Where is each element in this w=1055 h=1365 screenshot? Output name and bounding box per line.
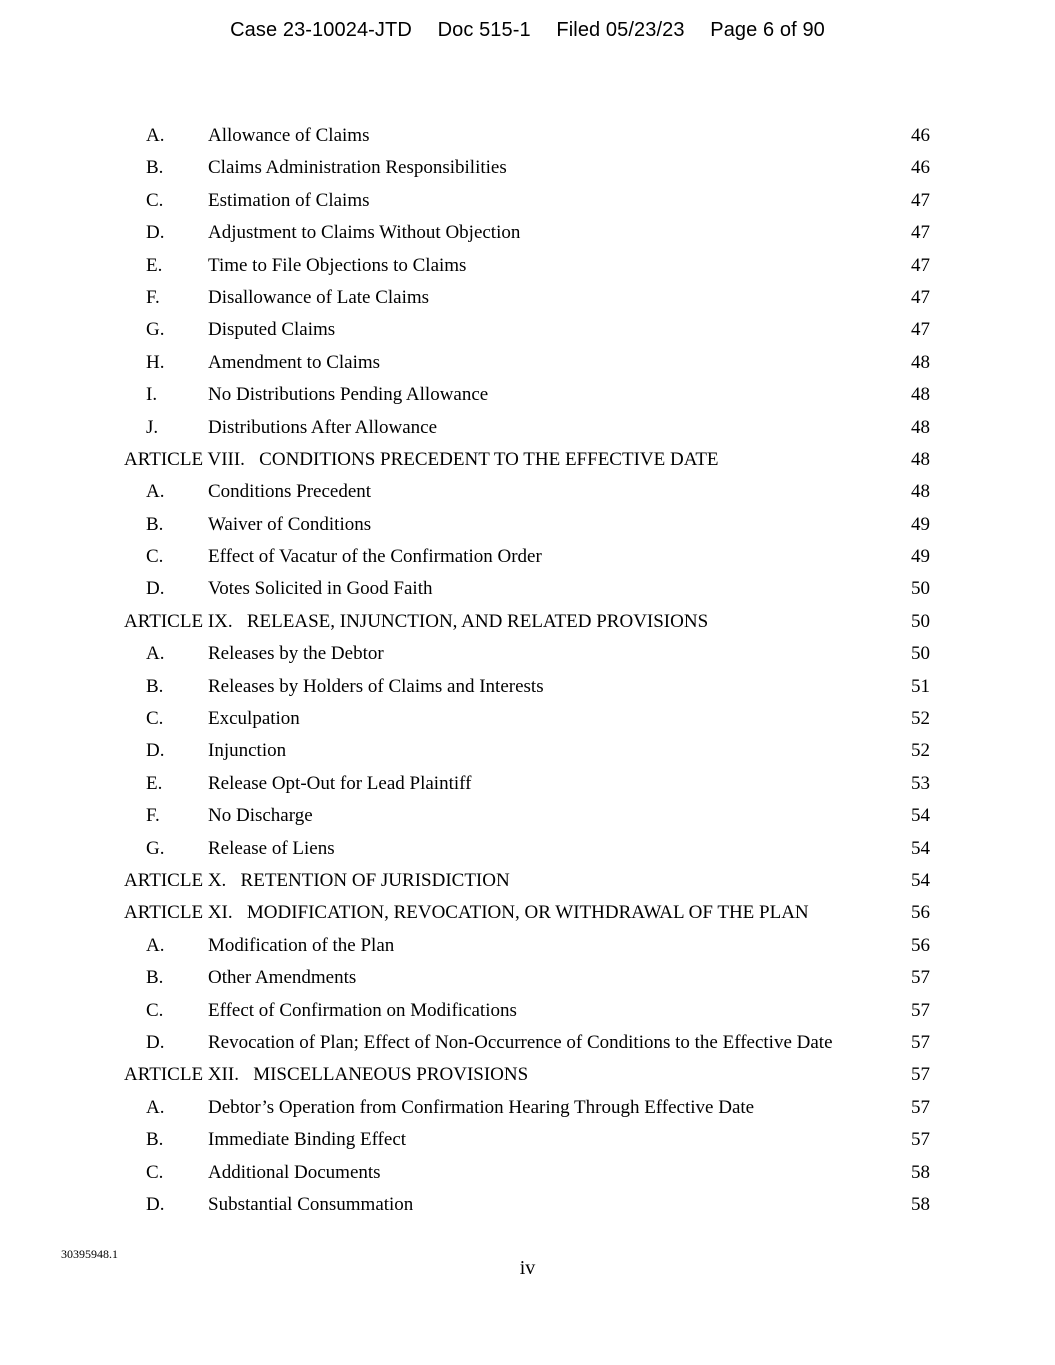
toc-page-number: 47 xyxy=(911,222,930,244)
toc-page-number: 47 xyxy=(911,189,930,211)
page-count: Page 6 of 90 xyxy=(710,19,825,41)
toc-section-entry[interactable] xyxy=(124,671,930,703)
toc-entry-title: No Discharge xyxy=(208,805,313,827)
toc-entry-title: Revocation of Plan; Effect of Non-Occurrence of Conditions to the Effective Date xyxy=(208,1031,833,1053)
toc-page-number: 50 xyxy=(911,643,930,665)
toc-section-letter: C. xyxy=(146,708,164,730)
toc-article-entry[interactable] xyxy=(124,444,930,476)
toc-section-letter: C. xyxy=(146,189,164,211)
toc-page-number: 57 xyxy=(911,1096,930,1118)
toc-entry-title: ARTICLE XI. MODIFICATION, REVOCATION, OR WITHDRAWAL OF THE PLAN xyxy=(124,902,809,924)
toc-section-letter: C. xyxy=(146,999,164,1021)
toc-section-entry[interactable] xyxy=(124,509,930,541)
toc-page-number: 48 xyxy=(911,416,930,438)
toc-page-number: 57 xyxy=(911,999,930,1021)
toc-section-letter: F. xyxy=(146,286,160,308)
toc-page-number: 54 xyxy=(911,869,930,891)
toc-entry-title: Disallowance of Late Claims xyxy=(208,286,430,308)
toc-page-number: 53 xyxy=(911,772,930,794)
toc-page-number: 48 xyxy=(911,448,930,470)
toc-section-entry[interactable] xyxy=(124,1027,930,1059)
toc-section-entry[interactable] xyxy=(124,735,930,767)
toc-section-entry[interactable] xyxy=(124,120,930,152)
toc-entry-title: Release of Liens xyxy=(208,837,335,859)
toc-page-number: 47 xyxy=(911,286,930,308)
toc-entry-title: No Distributions Pending Allowance xyxy=(208,384,489,406)
toc-section-entry[interactable] xyxy=(124,152,930,184)
toc-article-entry[interactable] xyxy=(124,606,930,638)
toc-page-number: 46 xyxy=(911,125,930,146)
toc-section-letter: A. xyxy=(146,125,165,146)
toc-entry-title: Injunction xyxy=(208,740,287,762)
toc-section-entry[interactable] xyxy=(124,476,930,508)
toc-section-letter: E. xyxy=(146,772,163,794)
toc-section-letter: C. xyxy=(146,1161,164,1183)
toc-section-entry[interactable] xyxy=(124,995,930,1027)
toc-entry-title: ARTICLE X. RETENTION OF JURISDICTION xyxy=(124,869,510,891)
toc-section-letter: D. xyxy=(146,740,165,762)
toc-entry-title: Additional Documents xyxy=(208,1161,381,1183)
toc-section-entry[interactable] xyxy=(124,703,930,735)
toc-entry-title: Immediate Binding Effect xyxy=(208,1129,407,1151)
toc-page-number: 47 xyxy=(911,319,930,341)
toc-section-letter: D. xyxy=(146,1193,165,1215)
toc-article-entry[interactable] xyxy=(124,865,930,897)
toc-page-number: 58 xyxy=(911,1193,930,1215)
toc-page-number: 57 xyxy=(911,967,930,989)
filed-date: Filed 05/23/23 xyxy=(556,19,685,41)
toc-entry-title: Adjustment to Claims Without Objection xyxy=(208,222,521,244)
toc-section-entry[interactable] xyxy=(124,347,930,379)
toc-entry-title: ARTICLE IX. RELEASE, INJUNCTION, AND RELATED PROVISIONS xyxy=(124,610,709,632)
toc-section-letter: I. xyxy=(146,384,158,406)
toc-section-letter: D. xyxy=(146,1031,165,1053)
toc-page-number: 58 xyxy=(911,1161,930,1183)
toc-page-number: 48 xyxy=(911,384,930,406)
toc-entry-title: Effect of Confirmation on Modifications xyxy=(208,999,517,1021)
toc-section-letter: A. xyxy=(146,643,165,665)
toc-entry-title: Releases by Holders of Claims and Interests xyxy=(208,675,544,697)
toc-page-number: 56 xyxy=(911,902,930,924)
toc-section-letter: E. xyxy=(146,254,163,276)
toc-entry-title: Modification of the Plan xyxy=(208,934,395,956)
toc-section-entry[interactable] xyxy=(124,185,930,217)
toc-section-entry[interactable] xyxy=(124,250,930,282)
toc-entry-title: Estimation of Claims xyxy=(208,189,370,211)
toc-section-entry[interactable] xyxy=(124,962,930,994)
toc-section-letter: B. xyxy=(146,675,164,697)
toc-section-letter: C. xyxy=(146,546,164,568)
toc-entry-title: Votes Solicited in Good Faith xyxy=(208,578,433,600)
toc-page-number: 54 xyxy=(911,805,930,827)
toc-entry-title: Allowance of Claims xyxy=(208,125,370,146)
toc-section-entry[interactable] xyxy=(124,833,930,865)
toc-section-letter: G. xyxy=(146,319,165,341)
toc-page-number: 46 xyxy=(911,157,930,179)
toc-section-letter: B. xyxy=(146,157,164,179)
court-filing-header xyxy=(0,19,1055,42)
toc-entry-title: ARTICLE VIII. CONDITIONS PRECEDENT TO THE EFFECTIVE DATE xyxy=(124,448,719,470)
toc-page-number: 49 xyxy=(911,546,930,568)
toc-entry-title: Release Opt-Out for Lead Plaintiff xyxy=(208,772,472,794)
toc-page-number: 57 xyxy=(911,1129,930,1151)
toc-entry-title: Other Amendments xyxy=(208,967,357,989)
toc-page-number: 52 xyxy=(911,740,930,762)
toc-section-entry[interactable] xyxy=(124,638,930,670)
toc-section-letter: F. xyxy=(146,805,160,827)
toc-entry-title: Conditions Precedent xyxy=(208,481,372,503)
toc-entry-title: ARTICLE XII. MISCELLANEOUS PROVISIONS xyxy=(124,1064,529,1086)
toc-section-entry[interactable] xyxy=(124,541,930,573)
toc-section-entry[interactable] xyxy=(124,282,930,314)
toc-section-entry[interactable] xyxy=(124,1124,930,1156)
toc-page-number: 47 xyxy=(911,254,930,276)
toc-section-letter: D. xyxy=(146,222,165,244)
toc-page-number: 48 xyxy=(911,351,930,373)
toc-section-entry[interactable] xyxy=(124,768,930,800)
toc-section-letter: D. xyxy=(146,578,165,600)
toc-section-letter: B. xyxy=(146,513,164,535)
toc-page-number: 50 xyxy=(911,610,930,632)
toc-page-number: 48 xyxy=(911,481,930,503)
toc-section-entry[interactable] xyxy=(124,314,930,346)
toc-section-entry[interactable] xyxy=(124,573,930,605)
toc-page-number: 50 xyxy=(911,578,930,600)
toc-section-letter: A. xyxy=(146,481,165,503)
toc-entry-title: Distributions After Allowance xyxy=(208,416,438,438)
toc-entry-title: Disputed Claims xyxy=(208,319,336,341)
toc-entry-title: Amendment to Claims xyxy=(208,351,381,373)
toc-section-entry[interactable] xyxy=(124,1092,930,1124)
toc-section-entry[interactable] xyxy=(124,412,930,444)
toc-section-letter: B. xyxy=(146,1129,164,1151)
toc-page-number: 57 xyxy=(911,1064,930,1086)
toc-section-letter: B. xyxy=(146,967,164,989)
toc-page-number: 57 xyxy=(911,1031,930,1053)
toc-entry-title: Debtor’s Operation from Confirmation Hearing Through Effective Date xyxy=(208,1096,755,1118)
toc-section-entry[interactable] xyxy=(124,217,930,249)
toc-section-letter: G. xyxy=(146,837,165,859)
table-of-contents xyxy=(124,120,930,1221)
toc-section-entry[interactable] xyxy=(124,379,930,411)
case-number: Case 23-10024-JTD xyxy=(230,19,412,41)
toc-entry-title: Claims Administration Responsibilities xyxy=(208,157,507,179)
toc-entry-title: Effect of Vacatur of the Confirmation Order xyxy=(208,546,542,568)
toc-section-letter: A. xyxy=(146,1096,165,1118)
toc-entry-title: Waiver of Conditions xyxy=(208,513,372,535)
toc-section-letter: A. xyxy=(146,934,165,956)
toc-page-number: 54 xyxy=(911,837,930,859)
toc-entry-title: Substantial Consummation xyxy=(208,1193,414,1215)
document-id: 30395948.1 xyxy=(61,1247,118,1261)
toc-article-entry[interactable] xyxy=(124,897,930,929)
toc-section-entry[interactable] xyxy=(124,930,930,962)
toc-page-number: 56 xyxy=(911,934,930,956)
toc-section-letter: H. xyxy=(146,351,165,373)
toc-entry-title: Releases by the Debtor xyxy=(208,643,384,665)
doc-number: Doc 515-1 xyxy=(437,19,531,41)
toc-section-letter: J. xyxy=(146,416,159,438)
toc-page-number: 49 xyxy=(911,513,930,535)
toc-article-entry[interactable] xyxy=(124,1059,930,1091)
page-folio: iv xyxy=(519,1257,536,1279)
toc-section-entry[interactable] xyxy=(124,800,930,832)
toc-entry-title: Time to File Objections to Claims xyxy=(208,254,467,276)
toc-section-entry[interactable] xyxy=(124,1157,930,1189)
toc-page-number: 51 xyxy=(911,675,930,697)
toc-section-entry[interactable] xyxy=(124,1189,930,1221)
toc-entry-title: Exculpation xyxy=(208,708,300,730)
toc-page-number: 52 xyxy=(911,708,930,730)
